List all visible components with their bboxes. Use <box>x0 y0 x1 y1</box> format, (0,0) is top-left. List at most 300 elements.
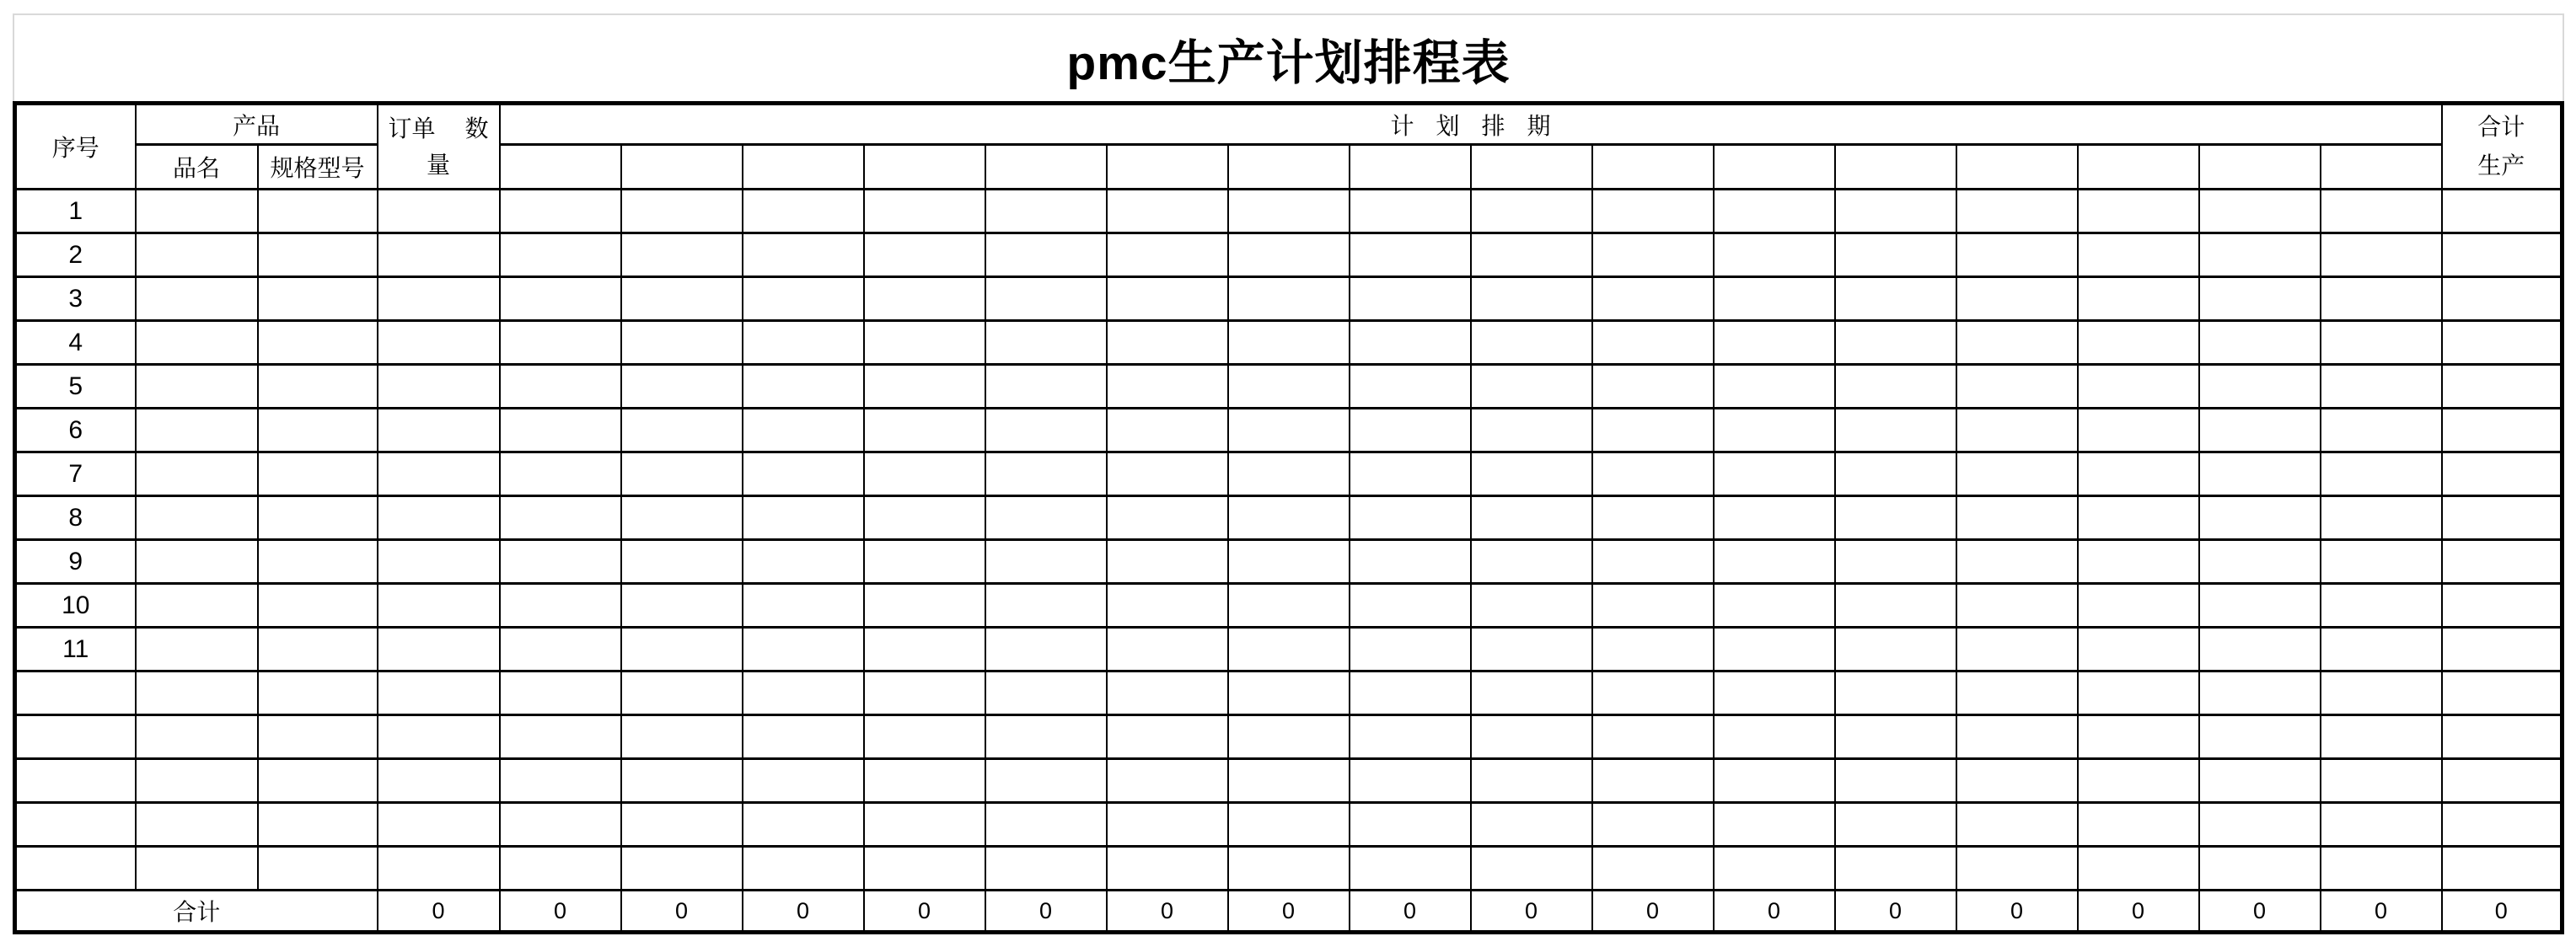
serial-cell <box>15 671 136 715</box>
schedule-date-cell <box>2199 233 2321 277</box>
schedule-date-cell <box>1835 233 1956 277</box>
serial-cell: 4 <box>15 321 136 365</box>
schedule-date-cell <box>743 715 864 759</box>
product-name-cell <box>136 409 258 452</box>
schedule-date-cell <box>2199 715 2321 759</box>
schedule-date-cell <box>621 540 743 584</box>
schedule-date-cell <box>500 847 621 891</box>
schedule-date-cell <box>985 759 1107 803</box>
date-header-cell <box>1471 145 1592 190</box>
schedule-date-cell <box>1228 277 1350 321</box>
page-title: pmc生产计划排程表 <box>1066 36 1511 90</box>
schedule-date-cell <box>2078 233 2199 277</box>
schedule-date-cell <box>2321 409 2442 452</box>
schedule-date-cell <box>621 671 743 715</box>
footer-total-cell: 0 <box>864 891 985 933</box>
schedule-date-cell <box>1956 847 2078 891</box>
serial-cell <box>15 847 136 891</box>
schedule-date-cell <box>985 452 1107 496</box>
schedule-date-cell <box>1835 496 1956 540</box>
schedule-date-cell <box>2078 452 2199 496</box>
schedule-date-cell <box>1350 190 1471 233</box>
table-row <box>15 277 2563 321</box>
schedule-date-cell <box>500 628 621 671</box>
footer-total-cell: 0 <box>1107 891 1228 933</box>
schedule-date-cell <box>743 190 864 233</box>
schedule-date-cell <box>2199 671 2321 715</box>
schedule-date-cell <box>1471 584 1592 628</box>
schedule-date-cell <box>500 715 621 759</box>
product-name-cell <box>136 628 258 671</box>
schedule-date-cell <box>1228 452 1350 496</box>
schedule-date-cell <box>743 452 864 496</box>
schedule-table <box>13 101 2564 934</box>
schedule-date-cell <box>2078 715 2199 759</box>
schedule-date-cell <box>1107 321 1228 365</box>
schedule-date-cell <box>864 628 985 671</box>
schedule-date-cell <box>2321 190 2442 233</box>
production-total-cell <box>2442 628 2563 671</box>
schedule-date-cell <box>1835 321 1956 365</box>
schedule-date-cell <box>1956 803 2078 847</box>
schedule-date-cell <box>2199 759 2321 803</box>
schedule-date-cell <box>864 715 985 759</box>
schedule-date-cell <box>500 321 621 365</box>
schedule-date-cell <box>985 321 1107 365</box>
order-qty-cell <box>378 759 500 803</box>
schedule-date-cell <box>2321 671 2442 715</box>
schedule-date-cell <box>1471 715 1592 759</box>
schedule-date-cell <box>743 847 864 891</box>
schedule-date-cell <box>864 321 985 365</box>
schedule-date-cell <box>1592 847 1714 891</box>
schedule-date-cell <box>864 803 985 847</box>
table-row <box>15 803 2563 847</box>
schedule-date-cell <box>500 803 621 847</box>
schedule-date-cell <box>2078 190 2199 233</box>
schedule-date-cell <box>1471 628 1592 671</box>
schedule-date-cell <box>985 277 1107 321</box>
schedule-date-cell <box>1107 847 1228 891</box>
schedule-date-cell <box>1350 496 1471 540</box>
date-header-cell <box>1714 145 1835 190</box>
schedule-date-cell <box>1107 803 1228 847</box>
schedule-date-cell <box>1835 190 1956 233</box>
schedule-date-cell <box>1956 759 2078 803</box>
schedule-date-cell <box>1592 452 1714 496</box>
spec-model-cell <box>258 628 378 671</box>
schedule-date-cell <box>1714 496 1835 540</box>
schedule-date-cell <box>621 847 743 891</box>
schedule-date-cell <box>2078 540 2199 584</box>
serial-cell: 9 <box>15 540 136 584</box>
schedule-date-cell <box>1107 584 1228 628</box>
footer-total-cell: 0 <box>621 891 743 933</box>
production-total-cell <box>2442 452 2563 496</box>
schedule-date-cell <box>1835 803 1956 847</box>
schedule-date-cell <box>500 452 621 496</box>
schedule-date-cell <box>743 321 864 365</box>
order-qty-cell <box>378 233 500 277</box>
spec-model-cell <box>258 190 378 233</box>
schedule-date-cell <box>1592 321 1714 365</box>
footer-total-cell: 0 <box>985 891 1107 933</box>
schedule-date-cell <box>1714 540 1835 584</box>
schedule-date-cell <box>2321 233 2442 277</box>
schedule-date-cell <box>621 233 743 277</box>
date-header-cell <box>2199 145 2321 190</box>
product-name-cell <box>136 584 258 628</box>
schedule-date-cell <box>500 671 621 715</box>
product-name-cell <box>136 233 258 277</box>
schedule-date-cell <box>743 628 864 671</box>
header-order-qty-line2: 量 <box>426 152 450 178</box>
schedule-date-cell <box>2199 365 2321 409</box>
table-row <box>15 671 2563 715</box>
schedule-date-cell <box>2078 321 2199 365</box>
product-name-cell <box>136 540 258 584</box>
schedule-date-cell <box>621 321 743 365</box>
schedule-date-cell <box>1107 190 1228 233</box>
schedule-date-cell <box>1956 277 2078 321</box>
serial-cell: 6 <box>15 409 136 452</box>
schedule-date-cell <box>1471 847 1592 891</box>
schedule-date-cell <box>1350 847 1471 891</box>
schedule-date-cell <box>621 715 743 759</box>
schedule-date-cell <box>743 803 864 847</box>
schedule-date-cell <box>1471 496 1592 540</box>
schedule-date-cell <box>1107 715 1228 759</box>
schedule-date-cell <box>621 365 743 409</box>
order-qty-cell <box>378 540 500 584</box>
schedule-date-cell <box>1714 409 1835 452</box>
schedule-date-cell <box>1956 584 2078 628</box>
schedule-date-cell <box>500 540 621 584</box>
schedule-date-cell <box>1350 671 1471 715</box>
schedule-date-cell <box>1107 233 1228 277</box>
product-name-cell <box>136 759 258 803</box>
spec-model-cell <box>258 496 378 540</box>
serial-cell <box>15 803 136 847</box>
table-footer <box>15 891 2563 933</box>
product-name-cell <box>136 496 258 540</box>
spec-model-cell <box>258 452 378 496</box>
schedule-date-cell <box>621 452 743 496</box>
schedule-date-cell <box>1228 321 1350 365</box>
schedule-date-cell <box>2199 409 2321 452</box>
schedule-date-cell <box>864 277 985 321</box>
schedule-date-cell <box>500 759 621 803</box>
schedule-date-cell <box>1228 803 1350 847</box>
schedule-date-cell <box>2199 847 2321 891</box>
header-total-production-line1: 合计 <box>2477 114 2525 140</box>
order-qty-cell <box>378 496 500 540</box>
schedule-date-cell <box>1956 409 2078 452</box>
production-total-cell <box>2442 190 2563 233</box>
schedule-date-cell <box>500 365 621 409</box>
schedule-date-cell <box>1228 190 1350 233</box>
spec-model-cell <box>258 365 378 409</box>
schedule-date-cell <box>1592 584 1714 628</box>
schedule-date-cell <box>1835 365 1956 409</box>
date-header-cell <box>621 145 743 190</box>
schedule-date-cell <box>985 847 1107 891</box>
schedule-date-cell <box>864 496 985 540</box>
footer-total-cell: 0 <box>378 891 500 933</box>
schedule-date-cell <box>621 190 743 233</box>
schedule-date-cell <box>1956 496 2078 540</box>
schedule-date-cell <box>1592 233 1714 277</box>
date-header-cell <box>1835 145 1956 190</box>
header-order-qty-line1 <box>378 110 499 147</box>
schedule-date-cell <box>864 233 985 277</box>
schedule-date-cell <box>2321 452 2442 496</box>
schedule-date-cell <box>1592 759 1714 803</box>
schedule-date-cell <box>2199 496 2321 540</box>
schedule-date-cell <box>621 759 743 803</box>
schedule-date-cell <box>985 496 1107 540</box>
schedule-date-cell <box>1350 803 1471 847</box>
product-name-cell <box>136 803 258 847</box>
schedule-date-cell <box>743 759 864 803</box>
production-total-cell <box>2442 321 2563 365</box>
date-header-cell <box>500 145 621 190</box>
footer-total-cell: 0 <box>2321 891 2442 933</box>
schedule-date-cell <box>1228 233 1350 277</box>
footer-total-cell: 0 <box>1350 891 1471 933</box>
schedule-date-cell <box>1592 715 1714 759</box>
schedule-date-cell <box>1592 803 1714 847</box>
schedule-date-cell <box>985 803 1107 847</box>
schedule-date-cell <box>1350 365 1471 409</box>
schedule-date-cell <box>621 628 743 671</box>
schedule-date-cell <box>864 452 985 496</box>
spec-model-cell <box>258 321 378 365</box>
date-header-cell <box>1350 145 1471 190</box>
schedule-date-cell <box>1350 321 1471 365</box>
order-qty-cell <box>378 365 500 409</box>
schedule-date-cell <box>1835 409 1956 452</box>
footer-total-cell: 0 <box>500 891 621 933</box>
schedule-date-cell <box>1956 715 2078 759</box>
schedule-date-cell <box>1714 847 1835 891</box>
order-qty-cell <box>378 452 500 496</box>
table-row <box>15 452 2563 496</box>
schedule-date-cell <box>1714 759 1835 803</box>
footer-total-cell: 0 <box>1592 891 1714 933</box>
footer-total-cell: 0 <box>2078 891 2199 933</box>
schedule-date-cell <box>1956 628 2078 671</box>
schedule-date-cell <box>1228 847 1350 891</box>
order-qty-cell <box>378 321 500 365</box>
schedule-date-cell <box>500 584 621 628</box>
order-qty-cell <box>378 409 500 452</box>
schedule-date-cell <box>1228 409 1350 452</box>
schedule-date-cell <box>1471 321 1592 365</box>
order-qty-cell <box>378 584 500 628</box>
header-total-production-line2: 生产 <box>2477 152 2525 179</box>
schedule-date-cell <box>1835 277 1956 321</box>
schedule-date-cell <box>2078 365 2199 409</box>
schedule-date-cell <box>1228 671 1350 715</box>
schedule-date-cell <box>1592 190 1714 233</box>
schedule-date-cell <box>985 409 1107 452</box>
header-schedule: 计划排期 <box>500 104 2442 145</box>
schedule-date-cell <box>985 584 1107 628</box>
schedule-date-cell <box>985 628 1107 671</box>
schedule-date-cell <box>1107 759 1228 803</box>
date-header-cell <box>1956 145 2078 190</box>
production-total-cell <box>2442 803 2563 847</box>
production-total-cell <box>2442 671 2563 715</box>
date-header-cell <box>985 145 1107 190</box>
schedule-date-cell <box>2199 190 2321 233</box>
order-qty-cell <box>378 715 500 759</box>
schedule-date-cell <box>2199 584 2321 628</box>
schedule-date-cell <box>2078 584 2199 628</box>
schedule-date-cell <box>985 540 1107 584</box>
table-row <box>15 496 2563 540</box>
schedule-date-cell <box>2078 496 2199 540</box>
schedule-date-cell <box>621 496 743 540</box>
date-header-cell <box>1228 145 1350 190</box>
spec-model-cell <box>258 409 378 452</box>
serial-cell: 1 <box>15 190 136 233</box>
order-qty-cell <box>378 628 500 671</box>
schedule-date-cell <box>1107 277 1228 321</box>
schedule-date-cell <box>1471 759 1592 803</box>
schedule-date-cell <box>1835 452 1956 496</box>
schedule-date-cell <box>864 365 985 409</box>
schedule-date-cell <box>1714 628 1835 671</box>
date-header-cell <box>1592 145 1714 190</box>
spec-model-cell <box>258 715 378 759</box>
schedule-date-cell <box>1592 496 1714 540</box>
production-total-cell <box>2442 847 2563 891</box>
schedule-date-cell <box>621 277 743 321</box>
table-row <box>15 321 2563 365</box>
schedule-date-cell <box>621 409 743 452</box>
date-header-cell <box>2078 145 2199 190</box>
schedule-date-cell <box>985 233 1107 277</box>
product-name-cell <box>136 365 258 409</box>
schedule-date-cell <box>1228 365 1350 409</box>
product-name-cell <box>136 321 258 365</box>
schedule-date-cell <box>985 190 1107 233</box>
schedule-date-cell <box>864 584 985 628</box>
production-total-cell <box>2442 277 2563 321</box>
schedule-date-cell <box>2078 803 2199 847</box>
schedule-date-cell <box>1107 452 1228 496</box>
schedule-date-cell <box>2321 584 2442 628</box>
spec-model-cell <box>258 584 378 628</box>
production-total-cell <box>2442 233 2563 277</box>
product-name-cell <box>136 847 258 891</box>
spec-model-cell <box>258 671 378 715</box>
schedule-date-cell <box>1350 715 1471 759</box>
schedule-date-cell <box>2321 277 2442 321</box>
serial-cell <box>15 759 136 803</box>
table-row <box>15 409 2563 452</box>
schedule-date-cell <box>1107 365 1228 409</box>
schedule-date-cell <box>1592 540 1714 584</box>
schedule-date-cell <box>1714 190 1835 233</box>
schedule-date-cell <box>2078 409 2199 452</box>
footer-total-cell: 0 <box>1714 891 1835 933</box>
footer-total-cell: 0 <box>2199 891 2321 933</box>
schedule-date-cell <box>743 365 864 409</box>
serial-cell: 7 <box>15 452 136 496</box>
schedule-date-cell <box>2321 496 2442 540</box>
schedule-date-cell <box>2078 671 2199 715</box>
serial-cell: 3 <box>15 277 136 321</box>
schedule-date-cell <box>864 190 985 233</box>
product-name-cell <box>136 190 258 233</box>
spec-model-cell <box>258 540 378 584</box>
production-total-cell <box>2442 365 2563 409</box>
date-header-cell <box>743 145 864 190</box>
schedule-date-cell <box>1107 409 1228 452</box>
schedule-date-cell <box>1592 628 1714 671</box>
schedule-date-cell <box>743 584 864 628</box>
schedule-date-cell <box>500 409 621 452</box>
schedule-date-cell <box>1350 409 1471 452</box>
schedule-date-cell <box>1956 540 2078 584</box>
spec-model-cell <box>258 847 378 891</box>
schedule-date-cell <box>2321 847 2442 891</box>
product-name-cell <box>136 715 258 759</box>
production-total-cell <box>2442 540 2563 584</box>
schedule-date-cell <box>985 365 1107 409</box>
schedule-date-cell <box>1471 277 1592 321</box>
schedule-date-cell <box>1228 715 1350 759</box>
schedule-date-cell <box>1714 321 1835 365</box>
schedule-date-cell <box>2199 452 2321 496</box>
schedule-date-cell <box>1714 365 1835 409</box>
table-row <box>15 715 2563 759</box>
schedule-date-cell <box>2321 715 2442 759</box>
header-order-qty-text-left: 订单 <box>388 115 436 142</box>
product-name-cell <box>136 277 258 321</box>
spec-model-cell <box>258 233 378 277</box>
header-serial: 序号 <box>15 104 136 190</box>
schedule-date-cell <box>2199 803 2321 847</box>
schedule-date-cell <box>1714 233 1835 277</box>
schedule-date-cell <box>1592 277 1714 321</box>
serial-cell: 8 <box>15 496 136 540</box>
schedule-date-cell <box>2321 365 2442 409</box>
serial-cell: 10 <box>15 584 136 628</box>
schedule-date-cell <box>1107 540 1228 584</box>
production-total-cell <box>2442 409 2563 452</box>
product-name-cell <box>136 671 258 715</box>
schedule-date-cell <box>1107 628 1228 671</box>
schedule-date-cell <box>1835 759 1956 803</box>
header-product: 产品 <box>136 104 378 145</box>
schedule-date-cell <box>1714 715 1835 759</box>
header-spec-model: 规格型号 <box>258 145 378 190</box>
schedule-date-cell <box>1350 759 1471 803</box>
schedule-date-cell <box>2321 803 2442 847</box>
header-product-name: 品名 <box>136 145 258 190</box>
schedule-date-cell <box>1592 409 1714 452</box>
order-qty-cell <box>378 277 500 321</box>
order-qty-cell <box>378 190 500 233</box>
serial-cell: 2 <box>15 233 136 277</box>
schedule-date-cell <box>1228 496 1350 540</box>
header-total-production <box>2442 104 2563 190</box>
schedule-date-cell <box>864 540 985 584</box>
